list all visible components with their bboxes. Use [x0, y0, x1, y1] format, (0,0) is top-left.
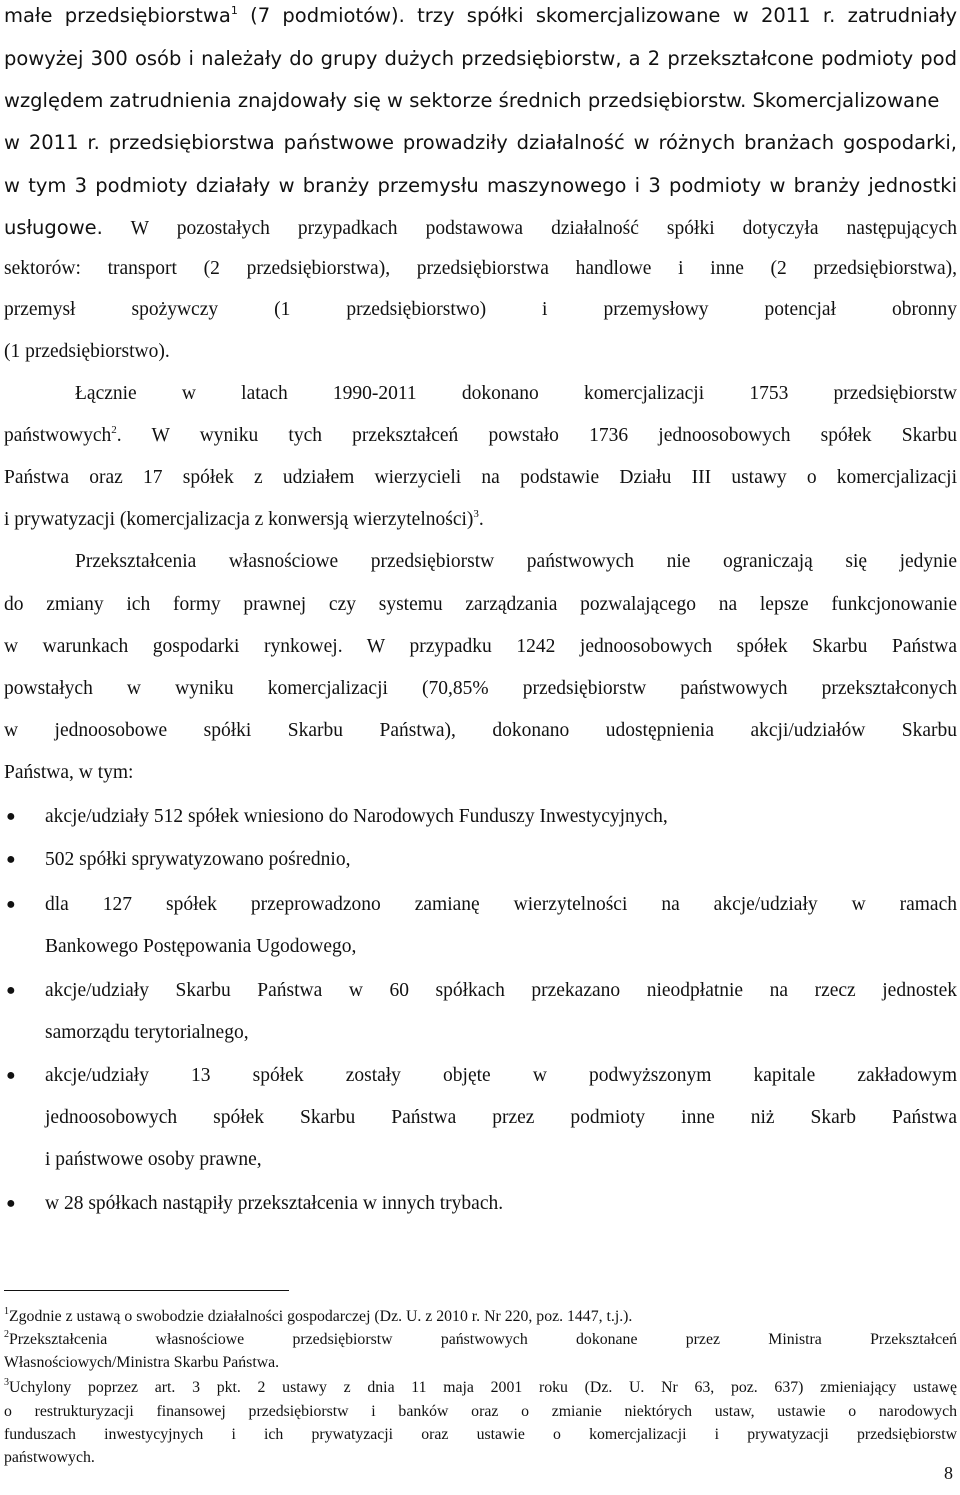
text-line: w tym 3 podmioty działały w branży przemysłu maszynowego i 3 podmioty w branży jednostki	[4, 174, 957, 197]
list-item: akcje/udziały Skarbu Państwa w 60 spółkach przekazano nieodpłatnie na rzecz jednostek	[45, 980, 957, 1001]
list-item-continuation: jednoosobowych spółek Skarbu Państwa przez podmioty inne niż Skarb Państwa	[45, 1107, 957, 1128]
footnote-text: Przekształcenia własnościowe przedsiębiorstw państwowych dokonane przez Ministra Przekształceń	[9, 1331, 957, 1348]
bullet-icon: ●	[6, 982, 16, 999]
list-item: akcje/udziały 13 spółek zostały objęte w podwyższonym kapitale zakładowym	[45, 1065, 957, 1086]
footnote-number: 2	[4, 1328, 9, 1340]
text-line: powyżej 300 osób i należały do grupy dużych przedsiębiorstw, a 2 przekształcone podmioty pod	[4, 47, 957, 70]
text-line: przemysł spożywczy (1 przedsiębiorstwo) i przemysłowy potencjał obronny	[4, 299, 957, 320]
footnote-3-continuation: o restrukturyzacji finansowej przedsiębiorstw i banków oraz o zmianie niektórych ustaw, ustawie o narodowych	[4, 1403, 957, 1420]
text-run: usługowe.	[4, 216, 103, 239]
text-run: (7 podmiotów). trzy spółki skomercjalizowane w 2011 r. zatrudniały	[237, 4, 957, 27]
bullet-icon: ●	[6, 1067, 16, 1084]
footnote-3	[4, 1376, 957, 1397]
bullet-icon: ●	[6, 851, 16, 868]
bullet-icon: ●	[6, 1195, 16, 1212]
text-run: .	[478, 509, 484, 530]
footnote-text: Zgodnie z ustawą o swobodzie działalności gospodarczej (Dz. U. z 2010 r. Nr 220, poz. 1447, t.j.).	[9, 1308, 633, 1325]
text-line: sektorów: transport (2 przedsiębiorstwa), przedsiębiorstwa handlowe i inne (2 przedsiębiorstwa),	[4, 258, 957, 279]
text-run: małe przedsiębiorstwa	[4, 4, 231, 27]
footnote-2-continuation: Własnościowych/Ministra Skarbu Państwa.	[4, 1354, 280, 1371]
list-item-continuation: Bankowego Postępowania Ugodowego,	[45, 936, 357, 957]
footnote-3-continuation: państwowych.	[4, 1449, 95, 1466]
text-run: i prywatyzacji (komercjalizacja z konwersją wierzytelności)	[4, 509, 474, 530]
footnote-ref[interactable]: 1	[230, 3, 238, 17]
list-item: w 28 spółkach nastąpiły przekształcenia w innych trybach.	[45, 1193, 504, 1214]
text-line: w warunkach gospodarki rynkowej. W przypadku 1242 jednoosobowych spółek Skarbu Państwa	[4, 636, 957, 657]
list-item: akcje/udziały 512 spółek wniesiono do Narodowych Funduszy Inwestycyjnych,	[45, 806, 668, 827]
text-line: (1 przedsiębiorstwo).	[4, 341, 170, 362]
text-line: do zmiany ich formy prawnej czy systemu zarządzania pozwalającego na lepsze funkcjonowanie	[4, 594, 957, 615]
footnote-ref[interactable]: 3	[473, 507, 479, 520]
bullet-icon: ●	[6, 808, 16, 825]
text-line: Państwa, w tym:	[4, 762, 134, 783]
text-line: Państwa oraz 17 spółek z udziałem wierzycieli na podstawie Działu III ustawy o komercjalizacji	[4, 467, 957, 488]
text-line	[4, 509, 957, 531]
text-run: W pozostałych przypadkach podstawowa działalność spółki dotyczyła następujących	[102, 218, 957, 239]
footnote-text: Uchylony poprzez art. 3 pkt. 2 ustawy z dnia 11 maja 2001 roku (Dz. U. Nr 63, poz. 637) zmieniający ustawę	[9, 1379, 957, 1396]
list-item: dla 127 spółek przeprowadzono zamianę wierzytelności na akcje/udziały w ramach	[45, 894, 957, 915]
page-number: 8	[944, 1463, 953, 1483]
text-line	[4, 216, 957, 240]
footnote-3-continuation: funduszach inwestycyjnych i ich prywatyzacji oraz ustawie o komercjalizacji i prywatyzacji przedsiębiorstw	[4, 1426, 957, 1443]
list-item-continuation: samorządu terytorialnego,	[45, 1022, 249, 1043]
bullet-icon: ●	[6, 896, 16, 913]
footnote-number: 3	[4, 1376, 9, 1388]
text-run: . W wyniku tych przekształceń powstało 1736 jednoosobowych spółek Skarbu	[116, 425, 957, 446]
text-line: powstałych w wyniku komercjalizacji (70,85% przedsiębiorstw państwowych przekształconych	[4, 678, 957, 699]
list-item-continuation: i państwowe osoby prawne,	[45, 1149, 262, 1170]
text-line: Przekształcenia własnościowe przedsiębiorstw państwowych nie ograniczają się jedynie	[75, 551, 957, 572]
footnote-1	[4, 1305, 957, 1326]
footnote-number: 1	[4, 1305, 9, 1317]
footnote-ref[interactable]: 2	[111, 423, 117, 436]
text-line: w jednoosobowe spółki Skarbu Państwa), dokonano udostępnienia akcji/udziałów Skarbu	[4, 720, 957, 741]
text-run: państwowych	[4, 425, 112, 446]
text-line: Łącznie w latach 1990-2011 dokonano komercjalizacji 1753 przedsiębiorstw	[75, 383, 957, 404]
text-line	[4, 4, 957, 27]
list-item: 502 spółki sprywatyzowano pośrednio,	[45, 849, 351, 870]
footnote-2	[4, 1328, 957, 1349]
footnote-divider	[4, 1290, 289, 1291]
text-line	[4, 425, 957, 447]
text-line: względem zatrudnienia znajdowały się w sektorze średnich przedsiębiorstw. Skomercjalizowane	[4, 89, 940, 112]
text-line: w 2011 r. przedsiębiorstwa państwowe prowadziły działalność w różnych branżach gospodarki,	[4, 131, 957, 154]
